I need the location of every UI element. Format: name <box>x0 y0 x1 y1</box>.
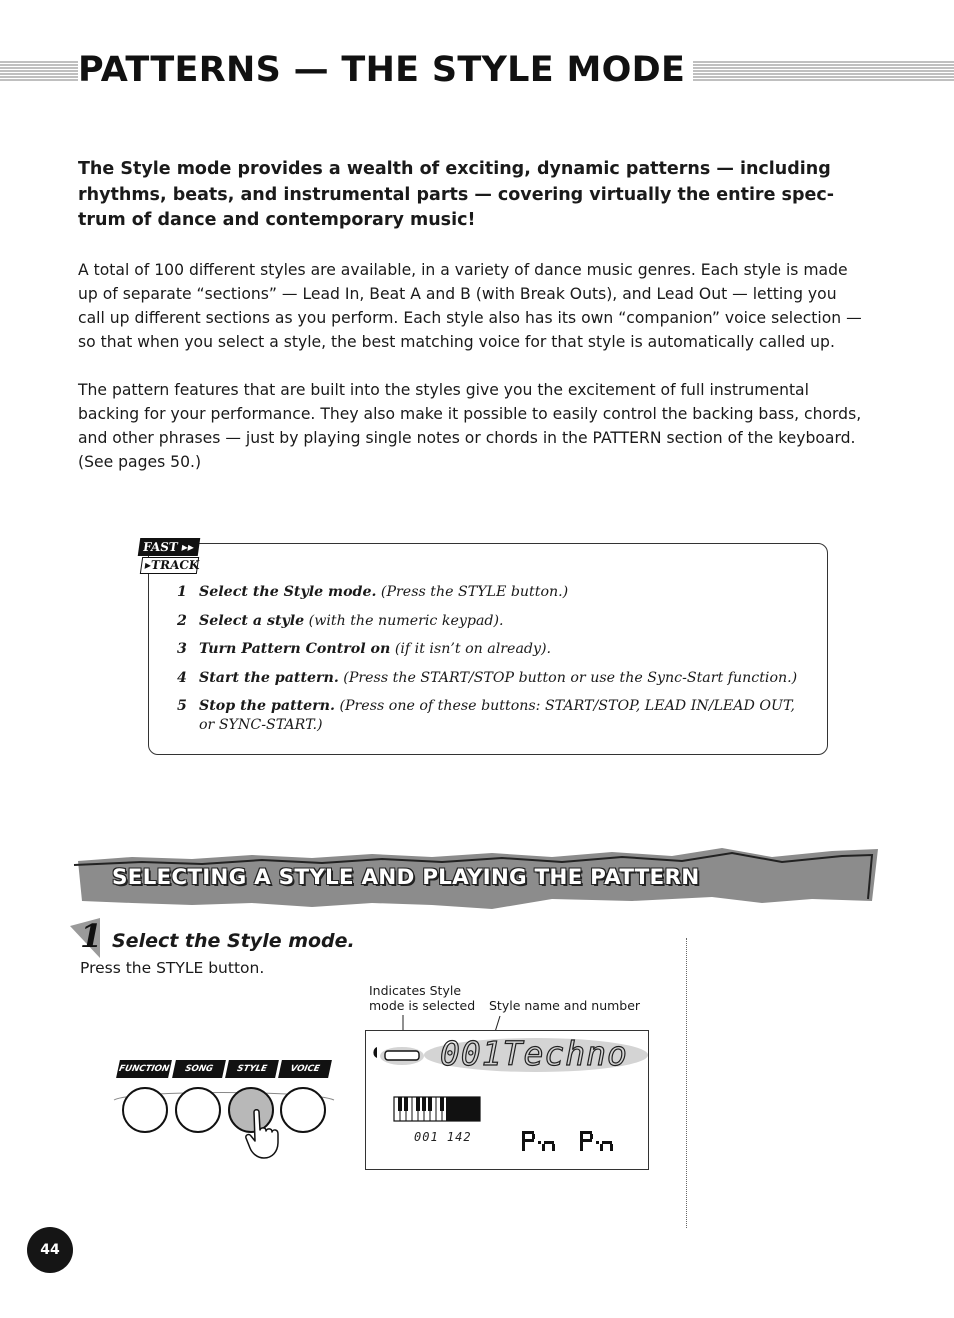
pointing-hand-icon <box>244 1108 290 1160</box>
fast-track-step: 5 Stop the pattern. (Press one of these buttons: START/STOP, LEAD IN/LEAD OUT, or SYNC-START.) <box>177 698 795 733</box>
page-number: 44 <box>27 1227 73 1273</box>
intro-paragraph-1: A total of 100 different styles are available, in a variety of dance music genres. Each style is made up of separate “sections” — Lead In, Beat A and B (with Break Outs), and Lead Out — letting you call up different sections as you perform. Each style also has its own “companion” voice selection — so that when you select a style, the best matching voice for that style is automatically called up. <box>78 261 862 351</box>
fast-track-step: 1 Select the Style mode. (Press the STYLE button.) <box>177 584 569 600</box>
voice-button-label: VOICE <box>278 1060 332 1078</box>
fast-track-step: 2 Select a style (with the numeric keypad). <box>177 612 504 629</box>
lcd-dot-matrix-text <box>522 1131 613 1151</box>
track-label: ▸TRACK <box>140 557 199 574</box>
lcd-display <box>365 1030 649 1170</box>
column-divider <box>686 938 687 1228</box>
fast-track-step: 4 Start the pattern. (Press the START/STOP button or use the Sync-Start function.) <box>177 669 798 686</box>
step-title: Select the Style mode. <box>112 930 355 952</box>
callout-style-mode: Indicates Style mode is selected <box>369 983 476 1013</box>
song-button[interactable] <box>175 1087 221 1133</box>
callout-style-name: Style name and number <box>489 998 641 1013</box>
fast-track-badge <box>139 538 201 576</box>
intro-paragraph-2: The pattern features that are built into the styles give you the excitement of full instrumental backing for your performance. They also make it possible to easily control the backing bass, chords, and other phrases — just by playing single notes or chords in the PATTERN section of the keyboard. (See pages 50.) <box>78 381 862 471</box>
page-title: PATTERNS — THE STYLE MODE <box>78 48 693 92</box>
mode-button-panel <box>112 1060 336 1190</box>
intro-bold-text: The Style mode provides a wealth of exciting, dynamic patterns — including rhythms, beats, and instrumental parts — covering virtually the entire spec-trum of dance and contemporary music! <box>78 159 834 230</box>
lcd-style-name: 001Techno <box>440 1034 628 1073</box>
step-description: Press the STYLE button. <box>80 959 265 977</box>
function-button-label: FUNCTION <box>116 1060 172 1078</box>
keyboard-icon <box>394 1097 480 1121</box>
song-button-label: SONG <box>172 1060 226 1078</box>
function-button[interactable] <box>122 1087 168 1133</box>
section-title: SELECTING A STYLE AND PLAYING THE PATTERN <box>112 865 700 890</box>
fast-track-steps <box>177 583 807 745</box>
style-button-label: STYLE <box>225 1060 279 1078</box>
fast-track-step: 3 Turn Pattern Control on (if it isn’t on already). <box>177 641 552 657</box>
fast-label: FAST ▸▸ <box>138 538 201 556</box>
lcd-style-number: 001 142 <box>414 1130 472 1144</box>
step-number: 1 <box>80 917 103 955</box>
